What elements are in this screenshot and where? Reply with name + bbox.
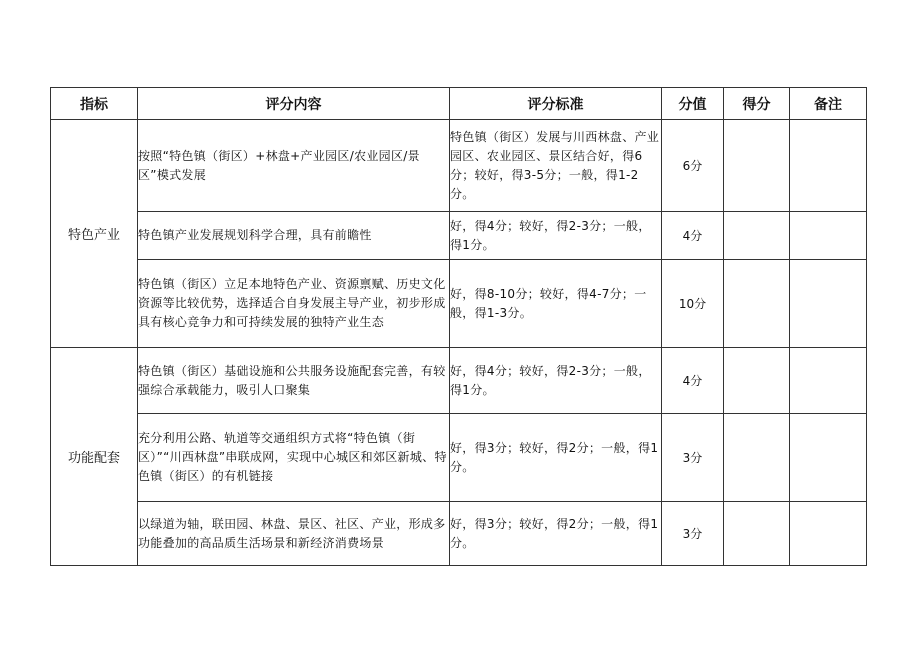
value-cell: 3分	[662, 502, 724, 566]
content-cell: 按照“特色镇（街区）+林盘+产业园区/农业园区/景区”模式发展	[138, 120, 450, 212]
table-row	[51, 120, 867, 212]
indicator-cell-industry: 特色产业	[51, 120, 138, 348]
header-content: 评分内容	[138, 88, 450, 120]
score-cell[interactable]	[724, 502, 790, 566]
remark-cell[interactable]	[790, 260, 867, 348]
score-cell[interactable]	[724, 212, 790, 260]
score-cell[interactable]	[724, 414, 790, 502]
content-cell: 充分利用公路、轨道等交通组织方式将“特色镇（街区）”“川西林盘”串联成网，实现中心城区和郊区新城、特色镇（街区）的有机链接	[138, 414, 450, 502]
remark-cell[interactable]	[790, 414, 867, 502]
table-row	[51, 414, 867, 502]
standard-cell: 好，得3分；较好，得2分；一般，得1分。	[450, 414, 662, 502]
remark-cell[interactable]	[790, 120, 867, 212]
header-indicator: 指标	[51, 88, 138, 120]
table-row	[51, 502, 867, 566]
header-standard: 评分标准	[450, 88, 662, 120]
table-row	[51, 212, 867, 260]
score-cell[interactable]	[724, 260, 790, 348]
standard-cell: 好，得4分；较好，得2-3分；一般，得1分。	[450, 348, 662, 414]
table-row	[51, 348, 867, 414]
value-cell: 4分	[662, 212, 724, 260]
remark-cell[interactable]	[790, 348, 867, 414]
standard-cell: 好，得3分；较好，得2分；一般，得1分。	[450, 502, 662, 566]
header-remark: 备注	[790, 88, 867, 120]
content-cell: 以绿道为轴，联田园、林盘、景区、社区、产业，形成多功能叠加的高品质生活场景和新经济消费场景	[138, 502, 450, 566]
standard-cell: 好，得8-10分；较好，得4-7分；一般，得1-3分。	[450, 260, 662, 348]
content-cell: 特色镇（街区）立足本地特色产业、资源禀赋、历史文化资源等比较优势，选择适合自身发展主导产业，初步形成具有核心竞争力和可持续发展的独特产业生态	[138, 260, 450, 348]
remark-cell[interactable]	[790, 502, 867, 566]
content-cell: 特色镇（街区）基础设施和公共服务设施配套完善，有较强综合承载能力，吸引人口聚集	[138, 348, 450, 414]
standard-cell: 特色镇（街区）发展与川西林盘、产业园区、农业园区、景区结合好，得6分；较好，得3-5分；一般，得1-2分。	[450, 120, 662, 212]
value-cell: 10分	[662, 260, 724, 348]
indicator-cell-function: 功能配套	[51, 348, 138, 566]
content-cell: 特色镇产业发展规划科学合理，具有前瞻性	[138, 212, 450, 260]
standard-cell: 好，得4分；较好，得2-3分；一般，得1分。	[450, 212, 662, 260]
scoring-table	[50, 87, 867, 566]
value-cell: 6分	[662, 120, 724, 212]
value-cell: 3分	[662, 414, 724, 502]
header-score: 得分	[724, 88, 790, 120]
header-row	[51, 88, 867, 120]
score-cell[interactable]	[724, 120, 790, 212]
header-value: 分值	[662, 88, 724, 120]
score-cell[interactable]	[724, 348, 790, 414]
value-cell: 4分	[662, 348, 724, 414]
table-row	[51, 260, 867, 348]
remark-cell[interactable]	[790, 212, 867, 260]
